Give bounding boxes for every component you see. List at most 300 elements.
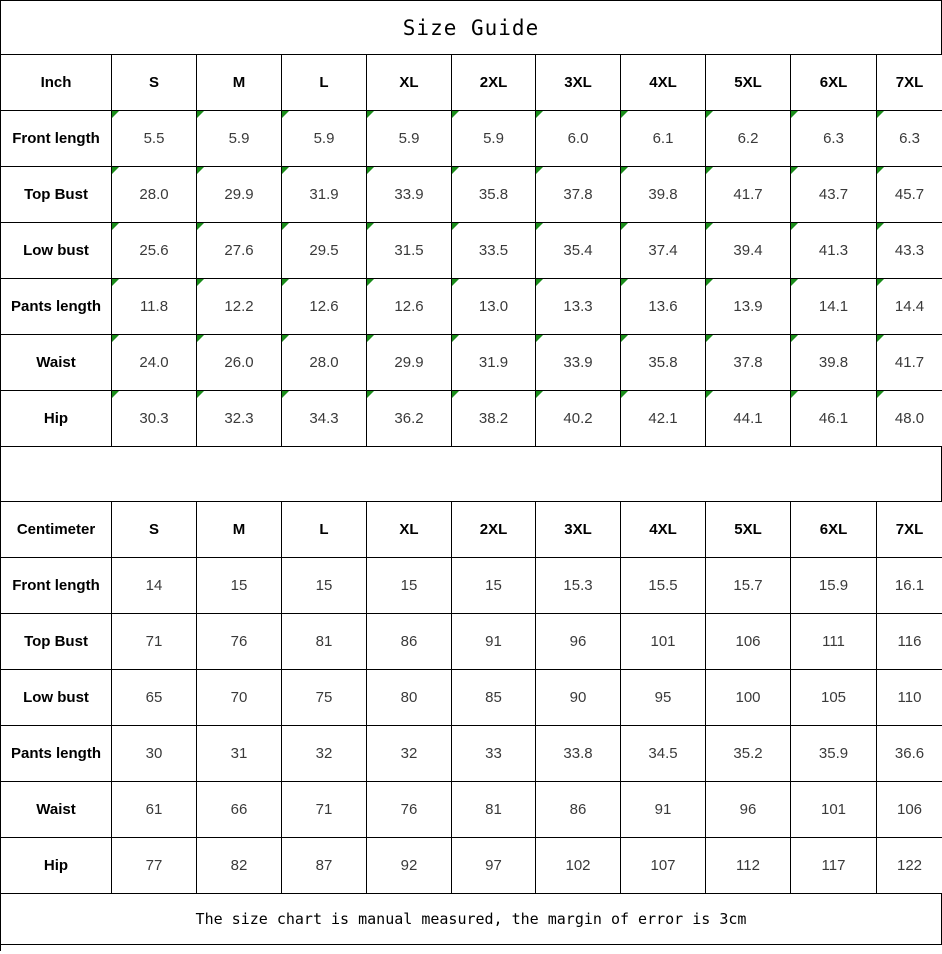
value-text: 36.6 — [894, 745, 925, 762]
value-cell — [877, 670, 942, 726]
measurement-row — [1, 223, 942, 279]
cell-flag-triangle-icon — [877, 279, 884, 286]
cell-flag-triangle-icon — [112, 335, 119, 342]
value-cell — [791, 391, 877, 447]
value-cell — [282, 167, 367, 223]
value-cell — [791, 279, 877, 335]
value-cell — [877, 726, 942, 782]
value-cell — [112, 670, 197, 726]
cell-flag-triangle-icon — [197, 279, 204, 286]
value-text: 96 — [739, 801, 757, 818]
value-text: 110 — [897, 689, 922, 706]
value-cell — [706, 111, 791, 167]
value-cell — [536, 111, 621, 167]
cell-flag-triangle-icon — [282, 335, 289, 342]
value-cell — [877, 614, 942, 670]
value-cell — [367, 726, 452, 782]
value-text: 37.8 — [733, 354, 763, 371]
value-cell — [197, 838, 282, 894]
value-cell — [197, 558, 282, 614]
value-cell — [877, 558, 942, 614]
value-text: 5.9 — [228, 130, 250, 147]
value-cell — [706, 279, 791, 335]
value-text: 76 — [230, 633, 248, 650]
cell-flag-triangle-icon — [791, 335, 798, 342]
value-text: 111 — [822, 633, 845, 650]
cell-flag-triangle-icon — [112, 111, 119, 118]
cell-flag-triangle-icon — [282, 391, 289, 398]
value-text: 13.6 — [648, 298, 678, 315]
size-column-header: 6XL — [791, 55, 877, 111]
measurement-label: Hip — [1, 838, 112, 894]
value-cell — [621, 391, 706, 447]
value-cell — [877, 111, 942, 167]
value-text: 30.3 — [139, 410, 169, 427]
value-text: 70 — [230, 689, 248, 706]
value-cell — [282, 782, 367, 838]
cell-flag-triangle-icon — [367, 167, 374, 174]
measurement-row — [1, 167, 942, 223]
cell-flag-triangle-icon — [877, 335, 884, 342]
cell-flag-triangle-icon — [197, 111, 204, 118]
value-text: 41.3 — [818, 242, 849, 259]
value-text: 100 — [735, 689, 761, 706]
value-text: 39.8 — [648, 186, 678, 203]
value-text: 28.0 — [309, 354, 339, 371]
value-cell — [367, 279, 452, 335]
value-cell — [877, 223, 942, 279]
value-cell — [452, 167, 536, 223]
cell-flag-triangle-icon — [112, 391, 119, 398]
value-cell — [706, 223, 791, 279]
value-cell — [621, 335, 706, 391]
value-text: 14.4 — [894, 298, 925, 315]
value-text: 31 — [230, 745, 248, 762]
value-text: 95 — [654, 689, 672, 706]
cell-flag-triangle-icon — [112, 279, 119, 286]
value-text: 116 — [897, 633, 922, 650]
value-text: 15.3 — [563, 577, 593, 594]
size-column-header: M — [197, 502, 282, 558]
value-cell — [536, 614, 621, 670]
value-cell — [112, 782, 197, 838]
value-cell — [282, 670, 367, 726]
value-cell — [621, 223, 706, 279]
value-text: 37.8 — [563, 186, 593, 203]
cell-flag-triangle-icon — [536, 167, 543, 174]
value-text: 30 — [145, 745, 163, 762]
measurement-row — [1, 335, 942, 391]
value-cell — [877, 391, 942, 447]
value-text: 45.7 — [894, 186, 925, 203]
cell-flag-triangle-icon — [197, 335, 204, 342]
value-text: 66 — [230, 801, 248, 818]
size-column-header: 5XL — [706, 502, 791, 558]
value-cell — [112, 614, 197, 670]
value-text: 5.9 — [313, 130, 335, 147]
measurement-row — [1, 726, 942, 782]
size-column-header: XL — [367, 55, 452, 111]
value-text: 91 — [485, 633, 502, 650]
value-text: 81 — [315, 633, 333, 650]
value-cell — [791, 670, 877, 726]
value-cell — [282, 279, 367, 335]
value-text: 106 — [896, 801, 923, 818]
cell-flag-triangle-icon — [706, 279, 713, 286]
cell-flag-triangle-icon — [367, 391, 374, 398]
value-text: 28.0 — [139, 186, 169, 203]
value-text: 101 — [820, 801, 847, 818]
border-remnant — [0, 945, 1, 951]
value-text: 27.6 — [224, 242, 254, 259]
value-cell — [367, 111, 452, 167]
cell-flag-triangle-icon — [621, 335, 628, 342]
value-cell — [452, 670, 536, 726]
measurement-row — [1, 838, 942, 894]
value-cell — [282, 335, 367, 391]
value-cell — [112, 391, 197, 447]
footer-note: The size chart is manual measured, the margin of error is 3cm — [0, 894, 942, 945]
measurement-label: Low bust — [1, 223, 112, 279]
value-cell — [282, 111, 367, 167]
value-text: 101 — [650, 633, 676, 650]
measurement-row — [1, 670, 942, 726]
value-text: 122 — [896, 857, 923, 874]
value-cell — [197, 391, 282, 447]
value-cell — [197, 782, 282, 838]
value-cell — [536, 838, 621, 894]
value-text: 29.9 — [224, 186, 254, 203]
size-column-header: M — [197, 55, 282, 111]
value-cell — [367, 782, 452, 838]
size-column-header: 7XL — [877, 55, 942, 111]
value-text: 46.1 — [818, 410, 849, 427]
value-text: 39.8 — [818, 354, 849, 371]
value-text: 11.8 — [139, 298, 169, 315]
value-cell — [536, 279, 621, 335]
value-text: 35.9 — [818, 745, 849, 762]
value-cell — [112, 558, 197, 614]
cell-flag-triangle-icon — [197, 223, 204, 230]
value-text: 42.1 — [648, 410, 678, 427]
value-text: 61 — [145, 801, 163, 818]
value-text: 29.5 — [309, 242, 339, 259]
cell-flag-triangle-icon — [536, 223, 543, 230]
value-text: 35.8 — [648, 354, 678, 371]
value-cell — [791, 111, 877, 167]
value-text: 12.6 — [394, 298, 424, 315]
value-cell — [536, 726, 621, 782]
value-cell — [112, 167, 197, 223]
value-text: 13.0 — [478, 298, 509, 315]
value-cell — [367, 838, 452, 894]
cell-flag-triangle-icon — [621, 167, 628, 174]
size-column-header: 4XL — [621, 55, 706, 111]
measurement-label: Top Bust — [1, 614, 112, 670]
value-text: 15 — [485, 577, 502, 594]
size-header-row — [1, 55, 942, 111]
value-text: 6.2 — [737, 130, 759, 147]
value-cell — [112, 335, 197, 391]
measurement-label: Low bust — [1, 670, 112, 726]
value-cell — [452, 558, 536, 614]
value-text: 6.3 — [899, 130, 920, 147]
size-column-header: 3XL — [536, 502, 621, 558]
value-text: 16.1 — [894, 577, 925, 594]
value-cell — [112, 838, 197, 894]
value-cell — [536, 391, 621, 447]
inch-size-table — [0, 54, 942, 447]
value-text: 91 — [654, 801, 672, 818]
value-cell — [621, 838, 706, 894]
size-column-header: 2XL — [452, 55, 536, 111]
value-cell — [367, 614, 452, 670]
value-text: 38.2 — [478, 410, 509, 427]
value-text: 35.8 — [478, 186, 509, 203]
value-text: 14 — [145, 577, 163, 594]
cell-flag-triangle-icon — [452, 391, 459, 398]
value-cell — [452, 111, 536, 167]
centimeter-size-table — [0, 501, 942, 894]
value-text: 39.4 — [733, 242, 763, 259]
measurement-label: Hip — [1, 391, 112, 447]
value-cell — [112, 223, 197, 279]
value-cell — [197, 726, 282, 782]
value-cell — [621, 726, 706, 782]
value-text: 75 — [315, 689, 333, 706]
cell-flag-triangle-icon — [791, 167, 798, 174]
size-column-header: 4XL — [621, 502, 706, 558]
measurement-row — [1, 558, 942, 614]
value-text: 33.8 — [563, 745, 593, 762]
value-cell — [197, 167, 282, 223]
value-cell — [452, 782, 536, 838]
cell-flag-triangle-icon — [367, 335, 374, 342]
value-text: 5.9 — [398, 130, 420, 147]
cell-flag-triangle-icon — [621, 111, 628, 118]
cell-flag-triangle-icon — [282, 167, 289, 174]
value-text: 117 — [821, 857, 846, 874]
value-text: 86 — [569, 801, 587, 818]
size-column-header: L — [282, 55, 367, 111]
measurement-label: Front length — [1, 111, 112, 167]
value-text: 15.5 — [648, 577, 678, 594]
value-cell — [197, 223, 282, 279]
value-cell — [706, 391, 791, 447]
value-text: 87 — [315, 857, 333, 874]
value-text: 32 — [315, 745, 333, 762]
value-text: 6.1 — [652, 130, 674, 147]
cell-flag-triangle-icon — [621, 223, 628, 230]
size-header-row — [1, 502, 942, 558]
unit-header: Centimeter — [1, 502, 112, 558]
value-cell — [282, 838, 367, 894]
cell-flag-triangle-icon — [791, 111, 798, 118]
value-cell — [877, 335, 942, 391]
value-text: 90 — [569, 689, 587, 706]
value-text: 77 — [145, 857, 163, 874]
measurement-label: Waist — [1, 782, 112, 838]
cell-flag-triangle-icon — [621, 279, 628, 286]
value-cell — [791, 782, 877, 838]
value-cell — [791, 726, 877, 782]
cell-flag-triangle-icon — [536, 335, 543, 342]
value-text: 105 — [820, 689, 847, 706]
cell-flag-triangle-icon — [877, 391, 884, 398]
value-cell — [112, 279, 197, 335]
value-text: 96 — [569, 633, 587, 650]
cell-flag-triangle-icon — [452, 223, 459, 230]
value-cell — [367, 670, 452, 726]
value-cell — [621, 670, 706, 726]
value-text: 92 — [400, 857, 418, 874]
cell-flag-triangle-icon — [112, 167, 119, 174]
value-text: 37.4 — [648, 242, 678, 259]
measurement-row — [1, 111, 942, 167]
value-text: 29.9 — [394, 354, 424, 371]
value-text: 32.3 — [224, 410, 254, 427]
value-cell — [112, 111, 197, 167]
cell-flag-triangle-icon — [706, 167, 713, 174]
value-text: 97 — [485, 857, 502, 874]
cell-flag-triangle-icon — [452, 111, 459, 118]
value-cell — [706, 838, 791, 894]
value-text: 31.9 — [309, 186, 339, 203]
value-cell — [112, 726, 197, 782]
value-cell — [452, 838, 536, 894]
value-text: 71 — [315, 801, 333, 818]
cell-flag-triangle-icon — [112, 223, 119, 230]
value-cell — [197, 670, 282, 726]
cell-flag-triangle-icon — [452, 335, 459, 342]
value-text: 13.3 — [563, 298, 593, 315]
value-cell — [706, 614, 791, 670]
size-column-header: 6XL — [791, 502, 877, 558]
cell-flag-triangle-icon — [536, 279, 543, 286]
value-text: 65 — [145, 689, 163, 706]
cell-flag-triangle-icon — [536, 391, 543, 398]
value-cell — [536, 223, 621, 279]
cell-flag-triangle-icon — [282, 223, 289, 230]
value-cell — [282, 558, 367, 614]
value-text: 14.1 — [818, 298, 849, 315]
value-text: 15.9 — [818, 577, 849, 594]
measurement-row — [1, 391, 942, 447]
value-text: 31.5 — [394, 242, 424, 259]
value-text: 106 — [735, 633, 761, 650]
value-cell — [621, 614, 706, 670]
value-cell — [791, 614, 877, 670]
value-text: 12.2 — [224, 298, 254, 315]
value-text: 85 — [485, 689, 502, 706]
cell-flag-triangle-icon — [877, 111, 884, 118]
value-text: 43.7 — [818, 186, 849, 203]
value-text: 41.7 — [733, 186, 763, 203]
cell-flag-triangle-icon — [536, 111, 543, 118]
value-text: 32 — [400, 745, 418, 762]
value-cell — [621, 782, 706, 838]
size-column-header: 2XL — [452, 502, 536, 558]
value-cell — [197, 614, 282, 670]
cell-flag-triangle-icon — [282, 111, 289, 118]
value-text: 5.9 — [483, 130, 504, 147]
size-column-header: 3XL — [536, 55, 621, 111]
value-cell — [367, 167, 452, 223]
value-cell — [367, 558, 452, 614]
value-text: 81 — [485, 801, 502, 818]
value-text: 34.3 — [309, 410, 339, 427]
value-cell — [282, 223, 367, 279]
value-cell — [536, 167, 621, 223]
value-text: 76 — [400, 801, 418, 818]
value-cell — [706, 558, 791, 614]
value-text: 33.9 — [563, 354, 593, 371]
measurement-row — [1, 782, 942, 838]
cell-flag-triangle-icon — [197, 167, 204, 174]
value-cell — [791, 167, 877, 223]
value-text: 33 — [485, 745, 502, 762]
measurement-label: Pants length — [1, 726, 112, 782]
value-text: 40.2 — [563, 410, 593, 427]
cell-flag-triangle-icon — [367, 223, 374, 230]
value-text: 112 — [736, 857, 760, 874]
size-column-header: L — [282, 502, 367, 558]
value-text: 6.0 — [567, 130, 589, 147]
measurement-label: Pants length — [1, 279, 112, 335]
value-cell — [367, 335, 452, 391]
size-column-header: 5XL — [706, 55, 791, 111]
measurement-label: Front length — [1, 558, 112, 614]
value-cell — [536, 335, 621, 391]
value-cell — [367, 223, 452, 279]
cell-flag-triangle-icon — [877, 167, 884, 174]
value-cell — [367, 391, 452, 447]
cell-flag-triangle-icon — [791, 223, 798, 230]
value-text: 25.6 — [139, 242, 169, 259]
value-cell — [621, 558, 706, 614]
cell-flag-triangle-icon — [452, 167, 459, 174]
value-cell — [452, 223, 536, 279]
value-cell — [536, 558, 621, 614]
value-cell — [452, 279, 536, 335]
measurement-row — [1, 279, 942, 335]
cell-flag-triangle-icon — [791, 391, 798, 398]
measurement-row — [1, 614, 942, 670]
cell-flag-triangle-icon — [282, 279, 289, 286]
value-cell — [621, 111, 706, 167]
value-cell — [877, 838, 942, 894]
value-text: 107 — [650, 857, 676, 874]
cell-flag-triangle-icon — [197, 391, 204, 398]
value-text: 35.4 — [563, 242, 593, 259]
value-cell — [706, 167, 791, 223]
value-text: 102 — [565, 857, 591, 874]
value-cell — [452, 726, 536, 782]
cell-flag-triangle-icon — [367, 279, 374, 286]
cell-flag-triangle-icon — [367, 111, 374, 118]
value-cell — [706, 726, 791, 782]
value-cell — [621, 167, 706, 223]
value-text: 31.9 — [478, 354, 509, 371]
cell-flag-triangle-icon — [706, 111, 713, 118]
value-cell — [452, 391, 536, 447]
page-title: Size Guide — [0, 0, 942, 54]
measurement-label: Waist — [1, 335, 112, 391]
value-text: 5.5 — [143, 130, 165, 147]
size-column-header: 7XL — [877, 502, 942, 558]
value-text: 44.1 — [733, 410, 763, 427]
value-cell — [877, 279, 942, 335]
